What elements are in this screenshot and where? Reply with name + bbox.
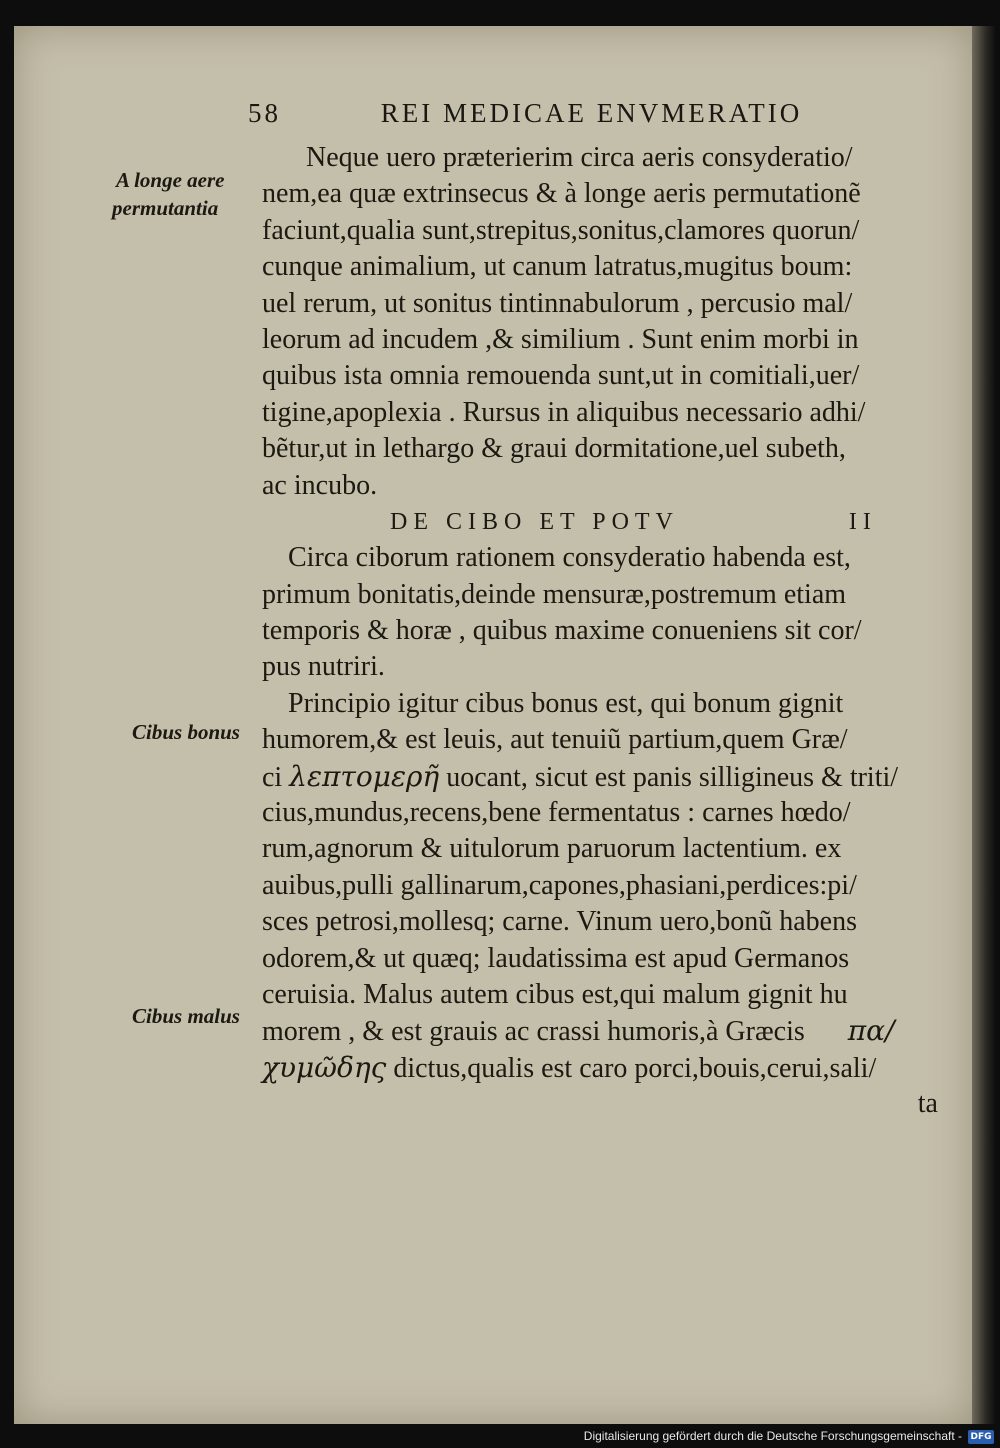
text-line: Circa ciborum rationem consyderatio habenda est,: [288, 542, 851, 574]
text-line: leorum ad incudem ,& similium . Sunt enim morbi in: [262, 323, 859, 355]
text-line: pus nutriri.: [262, 651, 385, 683]
page-number: 58: [248, 98, 281, 128]
text-line: ceruisia. Malus autem cibus est,qui malum gignit hu: [262, 978, 848, 1010]
running-title: REI MEDICAE ENVMERATIO: [380, 98, 803, 128]
text-line: quibus ista omnia remouenda sunt,ut in comitiali,uer/: [262, 360, 860, 392]
text-line: [262, 1050, 938, 1086]
margin-note-longe: A longe aere: [116, 168, 225, 192]
text-line: humorem,& est leuis, aut tenuiũ partium,quem Græ/: [262, 724, 848, 756]
catchword: ta: [917, 1088, 938, 1120]
text-line: [262, 1013, 938, 1049]
text-line: faciunt,qualia sunt,strepitus,sonitus,clamores quorun/: [262, 214, 860, 246]
text-line: sces petrosi,mollesq; carne. Vinum uero,bonũ habens: [262, 906, 857, 938]
text-line: primum bonitatis,deinde mensuræ,postremum etiam: [262, 578, 847, 610]
text-line: cius,mundus,recens,bene fermentatus : carnes hœdo/: [262, 797, 851, 829]
text-line: auibus,pulli gallinarum,capones,phasiani,perdices:pi/: [262, 869, 857, 901]
main-text: [262, 140, 938, 1123]
text-line: [262, 759, 938, 795]
dfg-logo: DFG: [968, 1430, 994, 1444]
text-line: rum,agnorum & uitulorum paruorum lactentium. ex: [262, 833, 842, 865]
margin-note-cibus-malus: Cibus malus: [132, 1004, 240, 1028]
text-fragment: ci: [262, 761, 283, 793]
margin-note-cibus-bonus: Cibus bonus: [132, 720, 240, 744]
text-line: nem,ea quæ extrinsecus & à longe aeris permutationẽ: [262, 178, 861, 210]
greek-word: χυμῶδης: [262, 1050, 387, 1084]
text-line: bẽtur,ut in lethargo & graui dormitatione,uel subeth,: [262, 433, 846, 465]
section-title: DE CIBO ET POTV: [390, 508, 679, 535]
text-line: Neque uero præterierim circa aeris consyderatio/: [306, 142, 853, 173]
text-fragment: uocant, sicut est panis silligineus & triti/: [446, 761, 899, 793]
text-line: ac incubo.: [262, 469, 378, 501]
text-fragment: morem , & est grauis ac crassi humoris,à Græcis: [262, 1016, 805, 1048]
greek-word: πα/: [847, 1014, 895, 1048]
margin-note-permutantia: permutantia: [112, 196, 219, 220]
text-line: odorem,& ut quæq; laudatissima est apud Germanos: [262, 942, 850, 974]
section-number: II: [848, 508, 877, 535]
footer-credit: Digitalisierung gefördert durch die Deutsche Forschungsgemeinschaft -: [583, 1429, 962, 1443]
text-fragment: dictus,qualis est caro porci,bouis,cerui,sali/: [393, 1052, 877, 1084]
running-header: [248, 98, 802, 129]
section-heading: [262, 504, 938, 540]
text-line: temporis & horæ , quibus maxime conueniens sit cor/: [262, 615, 862, 647]
text-line: tigine,apoplexia . Rursus in aliquibus necessario adhi/: [262, 396, 866, 428]
text-line: Principio igitur cibus bonus est, qui bonum gignit: [288, 687, 844, 719]
text-line: uel rerum, ut sonitus tintinnabulorum , percusio mal/: [262, 287, 853, 319]
greek-word: λεπτομερῆ: [289, 759, 440, 793]
text-line: cunque animalium, ut canum latratus,mugitus boum:: [262, 251, 853, 283]
page-gutter: [972, 26, 996, 1424]
